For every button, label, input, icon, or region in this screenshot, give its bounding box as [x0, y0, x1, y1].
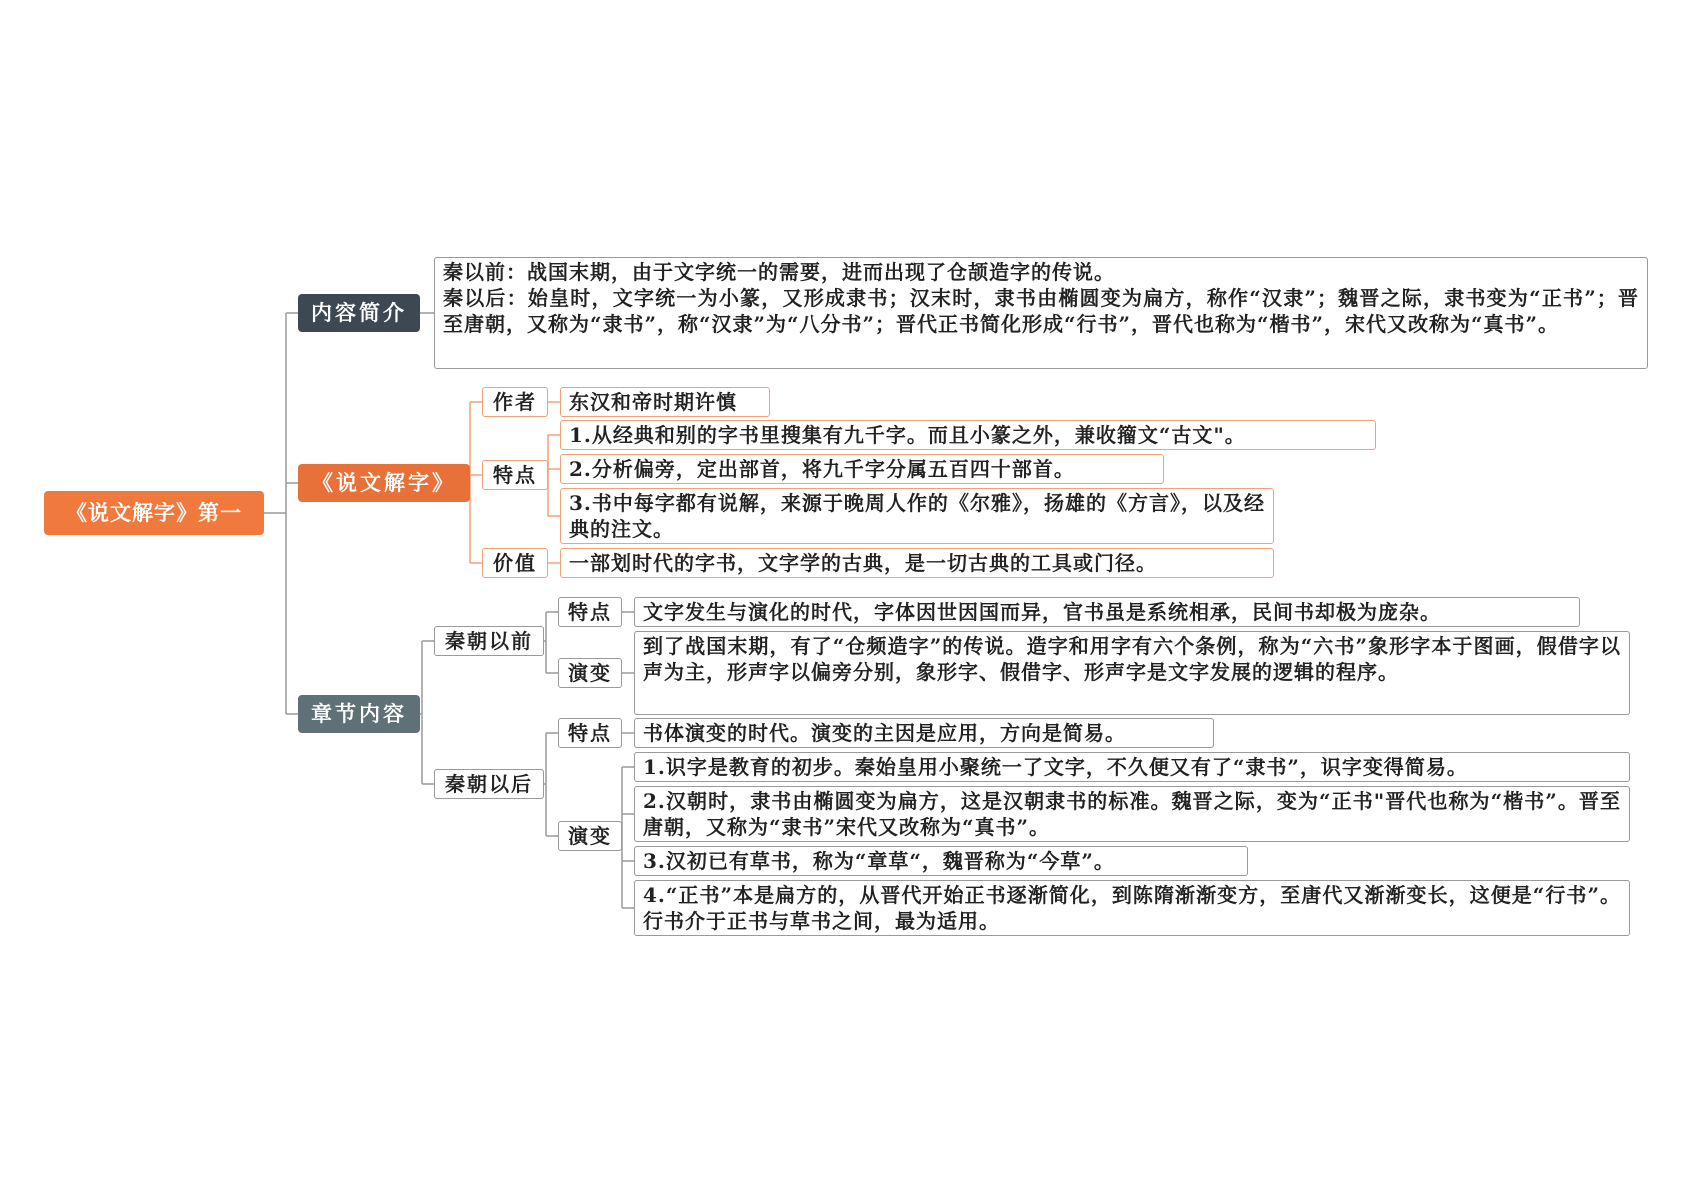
book-feature-2[interactable]: 2.分析偏旁，定出部首，将九千字分属五百四十部首。 — [560, 454, 1164, 484]
connector-after-qin — [544, 733, 558, 836]
connector-before-qin — [544, 612, 558, 673]
book-feature-1[interactable]: 1.从经典和别的字书里搜集有九千字。而且小篆之外，兼收籀文“古文"。 — [560, 420, 1376, 450]
label-before-qin-feature[interactable]: 特点 — [558, 597, 622, 627]
connector-chapter — [420, 641, 434, 784]
after-qin-feature-text[interactable]: 书体演变的时代。演变的主因是应用，方向是简易。 — [634, 718, 1214, 748]
label-before-qin[interactable]: 秦朝以前 — [434, 626, 544, 656]
root-topic[interactable]: 《说文解字》第一 — [44, 491, 264, 535]
label-before-qin-evolution[interactable]: 演变 — [558, 658, 622, 688]
after-qin-evolution-3[interactable]: 3.汉初已有草书，称为“章草“，魏晋称为“今草”。 — [634, 846, 1248, 876]
before-qin-feature-text[interactable]: 文字发生与演化的时代，字体因世因国而异，官书虽是系统相承，民间书却极为庞杂。 — [634, 597, 1580, 627]
author-text[interactable]: 东汉和帝时期许慎 — [560, 387, 770, 417]
intro-text[interactable]: 秦以前：战国末期，由于文字统一的需要，进而出现了仓颉造字的传说。 秦以后：始皇时，文字统一为小篆，又形成隶书；汉末时，隶书由椭圆变为扁方，称作“汉隶”；魏晋之际，隶书变为“正书”；晋至唐朝，又称为“隶书”，称“汉隶”为“八分书”；晋代正书简化形成“行书”，晋代也称为“楷书”，宋代又改称为“真书”。 — [434, 257, 1648, 369]
label-author[interactable]: 作者 — [482, 387, 548, 417]
after-qin-evolution-2[interactable]: 2.汉朝时，隶书由椭圆变为扁方，这是汉朝隶书的标准。魏晋之际，变为“正书"晋代也称为“楷书”。晋至唐朝，又称为“隶书”宋代又改称为“真书”。 — [634, 786, 1630, 842]
connector-book — [470, 402, 482, 563]
before-qin-evolution-text[interactable]: 到了战国末期，有了“仓频造字”的传说。造字和用字有六个条例，称为“六书”象形字本于图画，假借字以声为主，形声字以偏旁分别，象形字、假借字、形声字是文字发展的逻辑的程序。 — [634, 631, 1630, 715]
book-feature-3[interactable]: 3.书中每字都有说解，来源于晚周人作的《尔雅》，扬雄的《方言》，以及经典的注文。 — [560, 488, 1274, 544]
label-book-value[interactable]: 价值 — [482, 548, 548, 578]
label-book-features[interactable]: 特点 — [482, 460, 548, 490]
label-after-qin-evolution[interactable]: 演变 — [558, 821, 622, 851]
topic-intro[interactable]: 内容简介 — [298, 294, 420, 332]
connector-after-qin-evolution — [622, 767, 634, 908]
connector-book-features — [548, 435, 560, 516]
topic-book[interactable]: 《说文解字》 — [298, 464, 470, 502]
after-qin-evolution-1[interactable]: 1.识字是教育的初步。秦始皇用小聚统一了文字，不久便又有了“隶书”，识字变得简易。 — [634, 752, 1630, 782]
topic-chapter[interactable]: 章节内容 — [298, 695, 420, 733]
label-after-qin-feature[interactable]: 特点 — [558, 718, 622, 748]
after-qin-evolution-4[interactable]: 4.“正书”本是扁方的，从晋代开始正书逐渐简化，到陈隋渐渐变方，至唐代又渐渐变长，这便是“行书”。行书介于正书与草书之间，最为适用。 — [634, 880, 1630, 936]
connector-root — [264, 313, 298, 714]
book-value-text[interactable]: 一部划时代的字书，文字学的古典，是一切古典的工具或门径。 — [560, 548, 1274, 578]
label-after-qin[interactable]: 秦朝以后 — [434, 769, 544, 799]
